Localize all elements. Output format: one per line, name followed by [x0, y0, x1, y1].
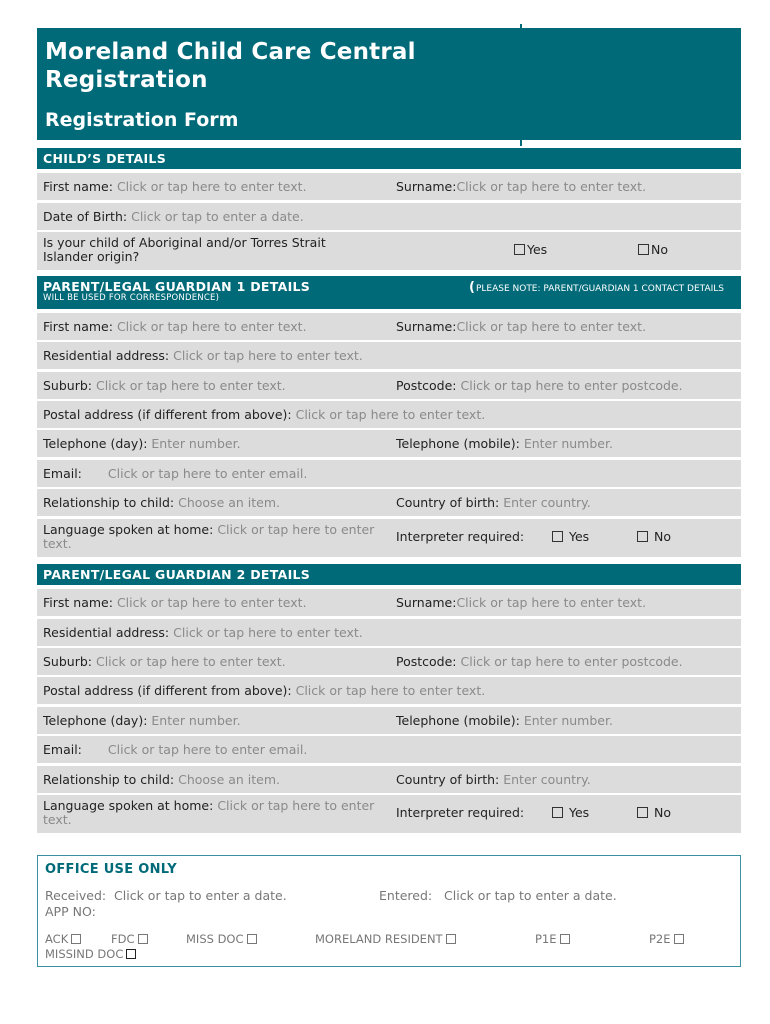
moreland-resident-checkbox[interactable]: MORELAND RESIDENT: [315, 932, 456, 946]
fdc-checkbox[interactable]: FDC: [111, 932, 148, 946]
g2-email-field[interactable]: Click or tap here to enter email.: [107, 742, 308, 757]
interpreter-label: Interpreter required:: [396, 529, 525, 544]
checkbox-icon: [138, 934, 148, 944]
g2-telephone-row: [37, 707, 741, 734]
g1-language-row: [37, 519, 741, 557]
language-label: Language spoken at home:: [43, 522, 214, 537]
dob-label: Date of Birth:: [43, 209, 128, 224]
checkbox-icon: [71, 934, 81, 944]
p1e-checkbox[interactable]: P1E: [535, 932, 570, 946]
g1-residential-field[interactable]: Click or tap here to enter text.: [173, 348, 363, 363]
office-use-title: OFFICE USE ONLY: [45, 862, 178, 877]
tel-mobile-label: Telephone (mobile):: [396, 713, 520, 728]
g1-first-name-field[interactable]: Click or tap here to enter text.: [116, 319, 307, 334]
g1-email-field[interactable]: Click or tap here to enter email.: [107, 466, 308, 481]
section-guardian-1: [37, 276, 741, 309]
g2-postal-field[interactable]: Click or tap here to enter text.: [295, 683, 486, 698]
checkbox-icon: [446, 934, 456, 944]
g2-relationship-row: [37, 766, 741, 793]
postcode-label: Postcode:: [396, 654, 457, 669]
g2-suburb-field[interactable]: Click or tap here to enter text.: [95, 654, 286, 669]
checkbox-icon: [552, 807, 563, 818]
g1-interpreter-no-checkbox[interactable]: No: [637, 530, 671, 544]
child-surname-field[interactable]: Click or tap here to enter text.: [456, 179, 647, 194]
g1-suburb-row: [37, 372, 741, 399]
g2-language-field[interactable]: Click or tap here to enter text.: [43, 798, 375, 827]
checkbox-icon: [638, 244, 649, 255]
surname-label: Surname:: [396, 595, 457, 610]
checkbox-icon: [637, 531, 648, 542]
correspondence-note-cont: WILL BE USED FOR CORRESPONDENCE): [43, 293, 220, 303]
g2-language-row: [37, 795, 741, 833]
g2-first-name-field[interactable]: Click or tap here to enter text.: [116, 595, 307, 610]
origin-no-checkbox[interactable]: No: [638, 243, 668, 257]
first-name-label: First name:: [43, 595, 113, 610]
checkbox-icon: [552, 531, 563, 542]
suburb-label: Suburb:: [43, 378, 92, 393]
form-title: Moreland Child Care Central Registration: [45, 39, 416, 93]
origin-yes-checkbox[interactable]: Yes: [514, 243, 547, 257]
relationship-label: Relationship to child:: [43, 495, 175, 510]
g1-interpreter-yes-checkbox[interactable]: Yes: [552, 530, 589, 544]
tel-mobile-label: Telephone (mobile):: [396, 436, 520, 451]
section-guardian-2: [37, 564, 741, 585]
header-tick-top: [520, 24, 522, 30]
g2-name-row: [37, 589, 741, 616]
g2-suburb-row: [37, 648, 741, 675]
form-subtitle: Registration Form: [45, 109, 239, 131]
email-label: Email:: [43, 466, 82, 481]
g1-postcode-field[interactable]: Click or tap here to enter postcode.: [460, 378, 683, 393]
g1-postal-row: [37, 401, 741, 428]
checkbox-icon: [674, 934, 684, 944]
email-label: Email:: [43, 742, 82, 757]
g1-telephone-row: [37, 430, 741, 457]
g1-email-row: [37, 460, 741, 487]
g2-tel-day-field[interactable]: Enter number.: [151, 713, 241, 728]
g1-tel-mobile-field[interactable]: Enter number.: [523, 436, 613, 451]
g1-tel-day-field[interactable]: Enter number.: [151, 436, 241, 451]
app-no-label: APP NO:: [45, 904, 96, 919]
correspondence-note: (PLEASE NOTE: PARENT/GUARDIAN 1 CONTACT DETAILS: [469, 280, 724, 295]
g2-residential-row: [37, 619, 741, 646]
residential-label: Residential address:: [43, 348, 170, 363]
g1-language-field[interactable]: Click or tap here to enter text.: [43, 522, 375, 551]
suburb-label: Suburb:: [43, 654, 92, 669]
section-title: PARENT/LEGAL GUARDIAN 2 DETAILS: [43, 567, 311, 582]
g1-postal-field[interactable]: Click or tap here to enter text.: [295, 407, 486, 422]
tel-day-label: Telephone (day):: [43, 713, 148, 728]
child-first-name-field[interactable]: Click or tap here to enter text.: [116, 179, 307, 194]
residential-label: Residential address:: [43, 625, 170, 640]
p2e-checkbox[interactable]: P2E: [649, 932, 684, 946]
g2-postcode-field[interactable]: Click or tap here to enter postcode.: [460, 654, 683, 669]
ack-checkbox[interactable]: ACK: [45, 932, 81, 946]
g2-tel-mobile-field[interactable]: Enter number.: [523, 713, 613, 728]
g1-surname-field[interactable]: Click or tap here to enter text.: [456, 319, 647, 334]
tel-day-label: Telephone (day):: [43, 436, 148, 451]
section-childs-details: [37, 148, 741, 169]
first-name-label: First name:: [43, 179, 113, 194]
form-header: [37, 28, 741, 140]
g2-postal-row: [37, 677, 741, 704]
country-label: Country of birth:: [396, 772, 500, 787]
g2-relationship-dropdown[interactable]: Choose an item.: [178, 772, 281, 787]
origin-question: Is your child of Aboriginal and/or Torres Strait Islander origin?: [43, 235, 326, 264]
section-title: CHILD’S DETAILS: [43, 151, 166, 166]
checkbox-icon: [247, 934, 257, 944]
child-origin-row: [37, 232, 741, 270]
g1-country-field[interactable]: Enter country.: [503, 495, 591, 510]
checkbox-icon: [637, 807, 648, 818]
country-label: Country of birth:: [396, 495, 500, 510]
child-dob-field[interactable]: Click or tap to enter a date.: [131, 209, 304, 224]
postal-label: Postal address (if different from above):: [43, 407, 292, 422]
g2-interpreter-no-checkbox[interactable]: No: [637, 806, 671, 820]
g1-relationship-dropdown[interactable]: Choose an item.: [178, 495, 281, 510]
checkbox-icon: [560, 934, 570, 944]
g2-email-row: [37, 736, 741, 763]
miss-doc-checkbox[interactable]: MISS DOC: [186, 932, 257, 946]
interpreter-label: Interpreter required:: [396, 805, 525, 820]
relationship-label: Relationship to child:: [43, 772, 175, 787]
language-label: Language spoken at home:: [43, 798, 214, 813]
checkbox-icon: [514, 244, 525, 255]
entered-label: Entered:: [379, 888, 433, 903]
surname-label: Surname:: [396, 179, 457, 194]
header-tick-bottom: [520, 140, 522, 146]
child-dob-row: [37, 203, 741, 230]
g2-country-field[interactable]: Enter country.: [503, 772, 591, 787]
g1-suburb-field[interactable]: Click or tap here to enter text.: [95, 378, 286, 393]
received-date-field[interactable]: Click or tap to enter a date.: [114, 888, 287, 903]
missind-doc-checkbox[interactable]: MISSIND DOC: [45, 947, 136, 961]
g1-relationship-row: [37, 489, 741, 516]
g2-interpreter-yes-checkbox[interactable]: Yes: [552, 806, 589, 820]
g1-residential-row: [37, 342, 741, 369]
entered-date-field[interactable]: Click or tap to enter a date.: [444, 888, 617, 903]
postcode-label: Postcode:: [396, 378, 457, 393]
g2-residential-field[interactable]: Click or tap here to enter text.: [173, 625, 363, 640]
postal-label: Postal address (if different from above):: [43, 683, 292, 698]
received-label: Received:: [45, 888, 107, 903]
checkbox-icon: [126, 949, 136, 959]
section-title: PARENT/LEGAL GUARDIAN 1 DETAILS: [43, 279, 311, 294]
surname-label: Surname:: [396, 319, 457, 334]
child-name-row: [37, 173, 741, 200]
g2-surname-field[interactable]: Click or tap here to enter text.: [456, 595, 647, 610]
first-name-label: First name:: [43, 319, 113, 334]
office-use-box: [37, 855, 741, 967]
g1-name-row: [37, 313, 741, 340]
